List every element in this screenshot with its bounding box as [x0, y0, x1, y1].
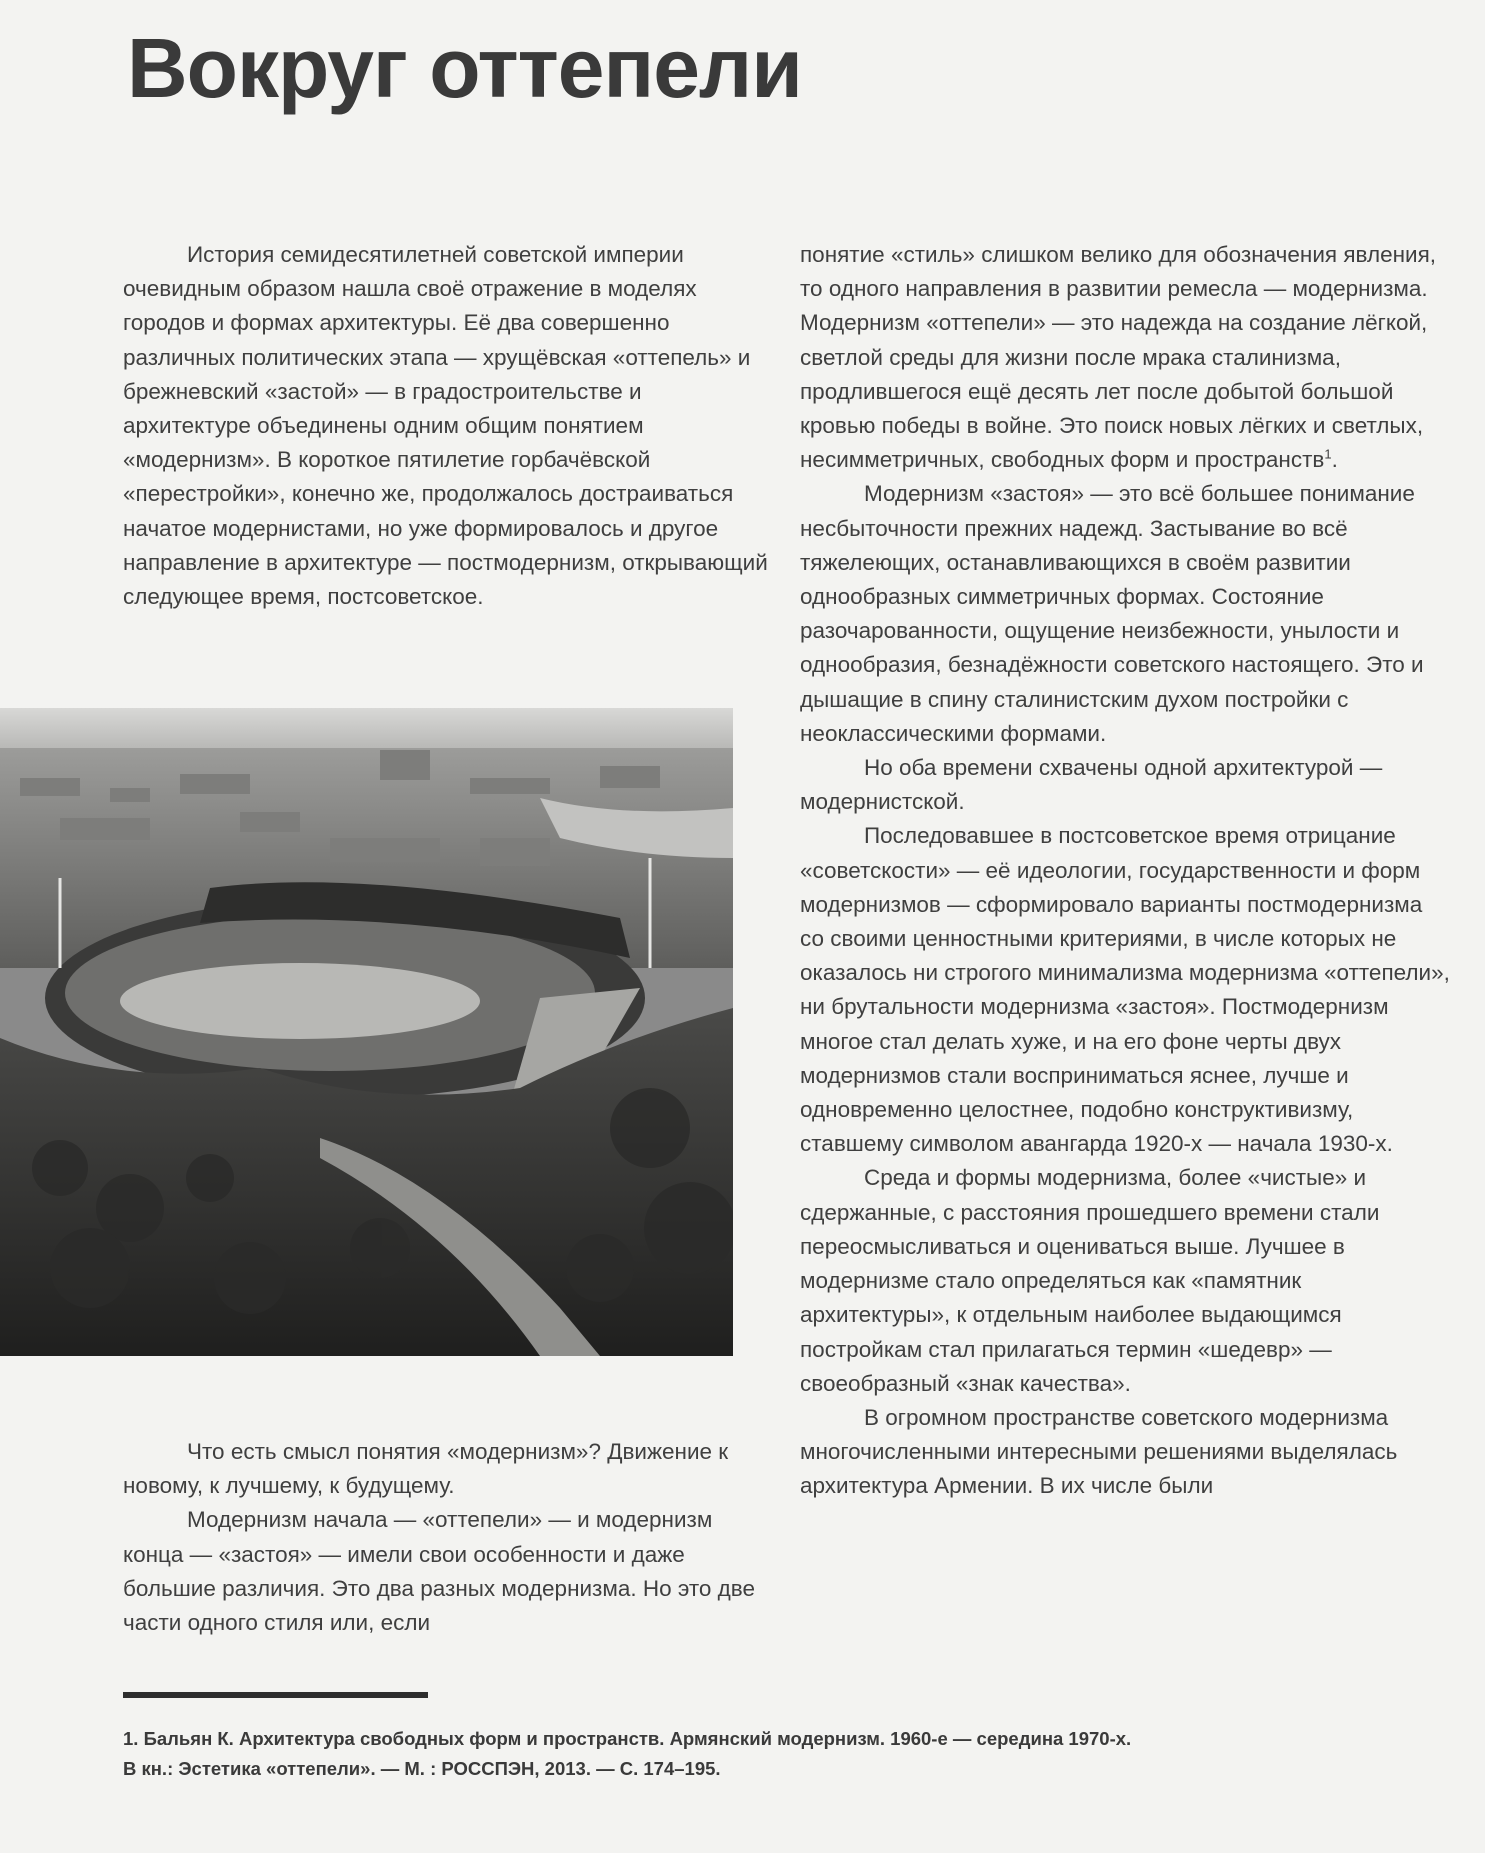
left-column-top [123, 238, 773, 614]
right-column [800, 238, 1450, 1504]
paragraph: Что есть смысл понятия «модернизм»? Движение к новому, к лучшему, к будущему. [123, 1439, 729, 1499]
left-column-bottom [123, 1435, 773, 1640]
paragraph: Среда и формы модернизма, более «чистые» и сдержанные, с расстояния прошедшего времени стали переосмысливаться и оцениваться выше. Лучшее в модернизме стало определяться как «памятник архитектуры», к отдельным наиболее выдающимся постройкам стал прилагаться термин «шедевр» — своеобразный «знак качества». [800, 1165, 1380, 1396]
paragraph: В огромном пространстве советского модернизма многочисленными интересными решениями выделялась архитектура Армении. В их числе были [800, 1404, 1398, 1499]
footnote-line: 1. Бальян К. Архитектура свободных форм и пространств. Армянский модернизм. 1960-е — середина 1970-х. [123, 1728, 1132, 1749]
stadium-photo [0, 708, 733, 1356]
footnote-divider [123, 1692, 428, 1698]
page-title: Вокруг оттепели [127, 21, 802, 115]
footnote [123, 1724, 1423, 1784]
paragraph: Модернизм начала — «оттепели» — и модернизм конца — «застоя» — имели свои особенности и даже большие различия. Это два разных модернизма. Но это две части одного стиля или, если [123, 1507, 756, 1636]
paragraph: Последовавшее в постсоветское время отрицание «советскости» — её идеологии, государственности и форм модернизмов — сформировало варианты постмодернизма со своими ценностными критериями, в числе которых не оказалось ни строгого минимализма модернизма «оттепели», ни брутальности модернизма «застоя». Постмодернизм многое стал делать хуже, и на его фоне черты двух модернизмов стали восприниматься яснее, лучше и одновременно целостнее, подобно конструктивизму, ставшему символом авангарда 1920-х — начала 1930-х. [800, 823, 1450, 1157]
paragraph-text: понятие «стиль» слишком велико для обозначения явления, то одного направления в развитии ремесла — модернизма. Модернизм «оттепели» — это надежда на создание лёгкой, светлой среды для жизни после мрака сталинизма, продлившегося ещё десять лет после добытой большой кровью победы в войне. Это поиск новых лёгких и светлых, несимметричных, свободных форм и пространств [800, 242, 1437, 473]
paragraph-period: . [1331, 447, 1338, 473]
footnote-reference[interactable]: 1 [1324, 446, 1332, 462]
paragraph-continued [800, 238, 1450, 477]
paragraph: Модернизм «застоя» — это всё большее понимание несбыточности прежних надежд. Застывание во всё тяжелеющих, останавливающихся в своём развитии однообразных симметричных формах. Состояние разочарованности, ощущение неизбежности, унылости и однообразия, безнадёжности советского настоящего. Это и дышащие в спину сталинистским духом постройки с неоклассическими формами. [800, 481, 1424, 746]
paragraph: История семидесятилетней советской империи очевидным образом нашла своё отражение в моделях городов и формах архитектуры. Её два совершенно различных политических этапа — хрущёвская «оттепель» и брежневский «застой» — в градостроительстве и архитектуре объединены одним общим понятием «модернизм». В короткое пятилетие горбачёвской «перестройки», конечно же, продолжалось достраиваться начатое модернистами, но уже формировалось и другое направление в архитектуре — постмодернизм, открывающий следующее время, постсоветское. [123, 242, 768, 610]
footnote-line: В кн.: Эстетика «оттепели». — М. : РОССПЭН, 2013. — С. 174–195. [123, 1758, 721, 1779]
paragraph: Но оба времени схвачены одной архитектурой — модернистской. [800, 755, 1383, 815]
